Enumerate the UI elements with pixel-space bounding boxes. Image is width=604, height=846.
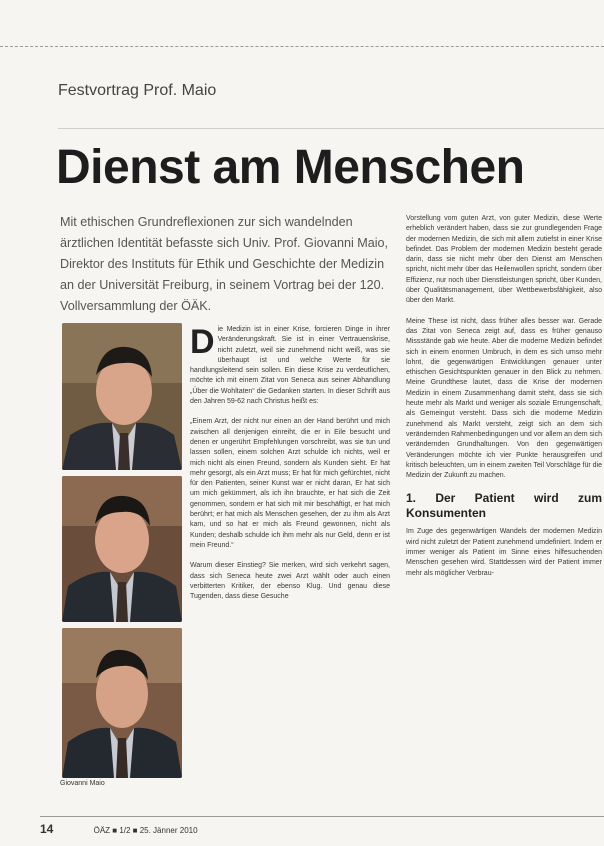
drop-cap: D xyxy=(190,323,215,361)
article-lead: Mit ethischen Grundreflexionen zur sich wandelnden ärztlichen Identität befasste sich Univ. Prof. Giovanni Maio, Direktor des Instituts für Ethik und Geschichte der Medizin an der Universität Freiburg, in seinem Vortrag bei der 120. Vollversammlung der ÖÄK. xyxy=(60,215,389,313)
portrait-photo-2 xyxy=(62,476,182,622)
paragraph-text: ie Medizin ist in einer Krise, forcieren Dinge in ihrer Veränderungskraft. Sie ist in einer Vertrauenskrise, nicht zuletzt, weil sie zunehmend nicht weiß, was sie überhaupt ist und welche Werte für sie handlungsleitend sein sollen. Ein diese Krise zu verdeutlichen, möchte ich mit einem Zitat von Seneca aus seiner Abhandlung „Über die Wohltaten“ die Gedanken starten. In dieser Schrift aus den Jahren 59-62 nach Christus heißt es: xyxy=(190,326,390,406)
paragraph: Meine These ist nicht, dass früher alles besser war. Gerade das Zitat von Seneca zeigt auf, dass es früher genauso Missstände gab wie heute. Aber die moderne Medizin befindet sich in einem enormen Umbruch, in dem es sich umso mehr lohnt, die gegenwärtigen Entwicklungen genauer unter ethischen Gesichtspunkten genauer in den Blick zu nehmen. Meine Grundthese lautet, dass die Krise der modernen Medizin in einem Zusammenhang damit steht, dass sie sich heute mehr als Markt und weniger als soziale Errungenschaft, als Gemeingut versteht. Dass sich die moderne Medizin zunehmend als Markt versteht, zeigt sich an dem sich verändernden Rahmenbedingungen und vor allem an dem sich verändernden Grundhaltungen. Von den gegenwärtigen Veränderungen möchte ich vier Punkte herausgreifen und kritisch beleuchten, um in einem zweiten Teil Vorschläge für die Medizin der Zukunft zu machen. xyxy=(406,317,602,480)
portrait-image-3 xyxy=(62,628,182,778)
article-column-1 xyxy=(190,325,390,612)
paragraph: Vorstellung vom guten Arzt, von guter Medizin, diese Werte erheblich verändert haben, dass sie zur grundlegenden Frage der modernen Medizin, die sich mit allem zutiefst in einer Krise befindet. Das Problem der modernen Medizin besteht gerade darin, dass sie nicht mehr über den Dienst am Menschen spricht, nicht mehr über das Heilenwollen spricht, sondern über Effizienz, nur noch über Dienstleistungen spricht, über Kunden, über Qualitätsmanagement, über Wettbewerbsfähigkeit, also über den Markt. xyxy=(406,215,602,305)
portrait-image-1 xyxy=(62,323,182,470)
portrait-image-2 xyxy=(62,476,182,622)
article-headline: Dienst am Menschen xyxy=(56,141,525,194)
article-column-2 xyxy=(406,214,602,589)
footer-rule xyxy=(40,816,604,817)
page-footer xyxy=(40,822,198,836)
paragraph: Im Zuge des gegenwärtigen Wandels der modernen Medizin wird nicht zuletzt der Patient zunehmend umdefiniert. Indem er immer weniger als Patient im Sinne eines hilfesuchenden Menschen gesehen wird. Stattdessen wird der Patient immer mehr als möglicher Verbrau- xyxy=(406,528,602,577)
photo-caption: Giovanni Maio xyxy=(60,780,105,787)
portrait-photo-3 xyxy=(62,628,182,778)
page-number: 14 xyxy=(40,822,54,836)
issue-info: ÖÄZ ■ 1/2 ■ 25. Jänner 2010 xyxy=(93,826,198,835)
paragraph xyxy=(190,325,390,407)
paragraph: Warum dieser Einstieg? Sie merken, wird sich verkehrt sagen, dass sich Seneca heute zwei Arzt wählt oder auch einen verbitterten Kritiker, der ebenso Klug. Und genau diese Tugenden, dass diese Gesuche xyxy=(190,562,390,601)
portrait-photo-1 xyxy=(62,323,182,470)
paragraph: „Einem Arzt, der nicht nur einen an der Hand berührt und mich zwischen all denjenigen einreiht, die er in Eile besucht und denen er ungerührt Empfehlungen vorschreibt, was sie tun und lassen sollen, einem solchen Arzt schulde ich nichts, weil er mich nicht als einen Freund, sondern als Kunden sieht. Er hat mehr gesorgt, als ein Arzt muss; Er hat für mich gefürchtet, nicht für den Patienten, seiner Kunst war er nicht daran, Er hat sich um mich gekümmert, als ich ihn brauchte, er hat sich die Zeit genommen, sondern er hat sich mit mir beschäftigt, er hat mich berührt; er hat mich als Menschen gesehen, der zu ihm als Arzt kam, und so hat er mich als Freund gewonnen, nicht als Kunden; deshalb schulde ich ihm mehr als nur Geld, denn er ist mein Freund.“ xyxy=(190,418,390,549)
section-subheading: 1. Der Patient wird zum Konsumenten xyxy=(406,491,602,521)
header-rule xyxy=(58,128,604,129)
top-rule xyxy=(0,46,604,47)
section-kicker: Festvortrag Prof. Maio xyxy=(58,82,217,99)
